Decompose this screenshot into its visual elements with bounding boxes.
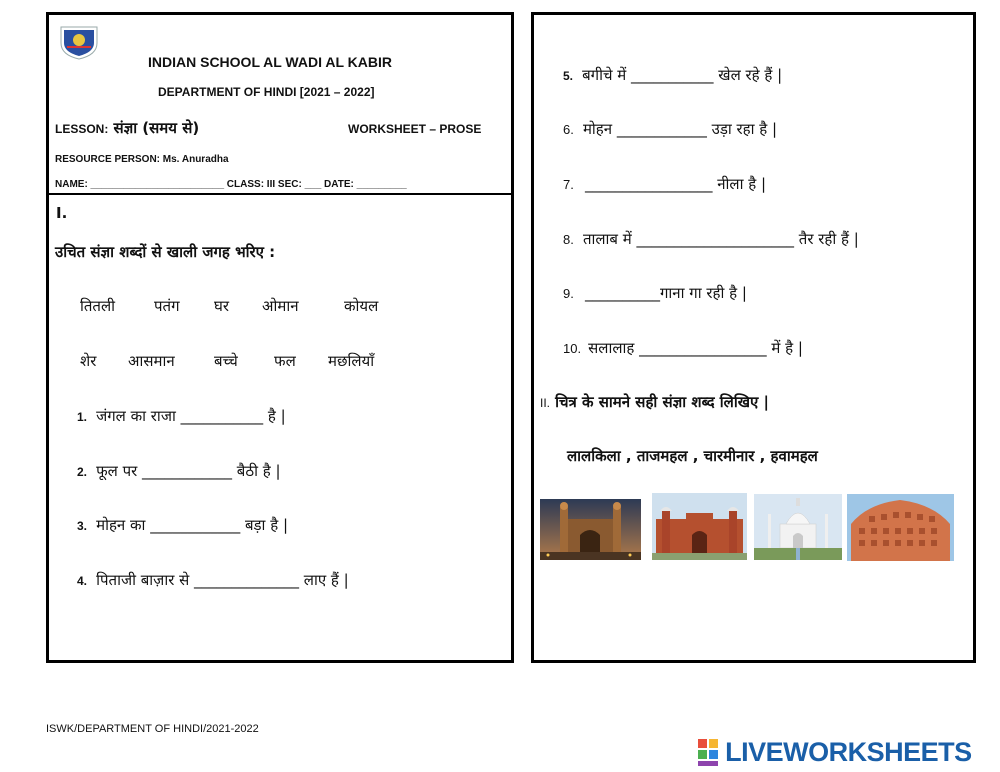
section-one-numeral: I. <box>56 204 68 222</box>
question-row <box>563 338 803 358</box>
question-number: 7. <box>563 177 574 192</box>
question-row <box>563 174 766 194</box>
question-number: 8. <box>563 232 574 247</box>
question-number: 10. <box>563 341 582 356</box>
name-class-date-line: NAME: ________________________ CLASS: III SEC: ___ DATE: _________ <box>55 179 407 190</box>
word-bank-item: कोयल <box>344 297 379 315</box>
word-bank-item: फल <box>274 352 296 370</box>
question-row <box>563 229 859 249</box>
liveworksheets-logo[interactable] <box>698 737 972 769</box>
question-row <box>77 461 281 481</box>
question-number: 9. <box>563 286 574 301</box>
liveworksheets-logo-icon <box>698 739 720 767</box>
question-row <box>563 65 782 85</box>
question-row <box>77 406 286 426</box>
resource-person: RESOURCE PERSON: Ms. Anuradha <box>55 154 229 165</box>
word-bank-item: शेर <box>80 352 97 370</box>
hawa-mahal-picture[interactable] <box>847 494 954 561</box>
question-row <box>77 515 288 535</box>
question-text[interactable]: बगीचे में ___________ खेल रहे हैं | <box>582 66 783 84</box>
taj-mahal-picture[interactable] <box>754 494 842 560</box>
word-bank-item: ओमान <box>262 297 299 315</box>
footer-text: ISWK/DEPARTMENT OF HINDI/2021-2022 <box>46 723 259 735</box>
lesson-label: LESSON: <box>55 122 109 136</box>
worksheet-title: WORKSHEET – PROSE <box>348 122 482 136</box>
question-number: 5. <box>563 69 574 83</box>
charminar-picture[interactable] <box>540 499 641 560</box>
section-two-options: लालकिला , ताजमहल , चारमीनार , हवामहल <box>567 447 818 465</box>
question-number: 4. <box>77 574 88 588</box>
department-title: DEPARTMENT OF HINDI [2021 – 2022] <box>158 85 375 99</box>
school-logo <box>57 25 101 61</box>
question-text[interactable]: फूल पर ____________ बैठी है | <box>96 462 281 480</box>
word-bank-item: मछलियाँ <box>328 352 375 370</box>
liveworksheets-brand-text: LIVEWORKSHEETS <box>725 737 972 767</box>
section-two-instruction: चित्र के सामने सही संज्ञा शब्द लिखिए | <box>555 393 769 411</box>
lesson-name: संज्ञा (समय से) <box>113 119 200 137</box>
header-divider <box>46 193 512 195</box>
question-text[interactable]: तालाब में _____________________ तैर रही हैं | <box>582 230 859 248</box>
left-column-frame <box>46 12 514 663</box>
school-name: INDIAN SCHOOL AL WADI AL KABIR <box>148 54 392 70</box>
question-text[interactable]: पिताजी बाज़ार से ______________ लाए हैं | <box>96 571 349 589</box>
section-two-numeral: II. <box>540 396 551 410</box>
question-text[interactable]: सलालाह _________________ में है | <box>588 339 803 357</box>
question-number: 6. <box>563 122 574 137</box>
question-number: 1. <box>77 410 88 424</box>
word-bank-item: बच्चे <box>214 352 238 370</box>
word-bank-item: तितली <box>80 297 116 315</box>
red-fort-picture[interactable] <box>652 493 747 560</box>
question-text[interactable]: जंगल का राजा ___________ है | <box>96 407 286 425</box>
section-one-instruction: उचित संज्ञा शब्दों से खाली जगह भरिए : <box>55 243 276 261</box>
question-text[interactable]: _________________ नीला है | <box>584 175 767 193</box>
question-number: 3. <box>77 519 88 533</box>
question-text[interactable]: मोहन का ____________ बड़ा है | <box>96 516 288 534</box>
section-two-heading <box>540 392 769 412</box>
question-row <box>563 119 777 139</box>
word-bank-item: पतंग <box>154 297 180 315</box>
question-text[interactable]: मोहन ____________ उड़ा रहा है | <box>582 120 778 138</box>
word-bank-item: घर <box>214 297 230 315</box>
word-bank-item: आसमान <box>128 352 175 370</box>
lesson-line <box>55 118 199 138</box>
question-number: 2. <box>77 465 88 479</box>
question-row <box>563 283 747 303</box>
question-text[interactable]: __________गाना गा रही है | <box>584 284 747 302</box>
question-row <box>77 570 349 590</box>
